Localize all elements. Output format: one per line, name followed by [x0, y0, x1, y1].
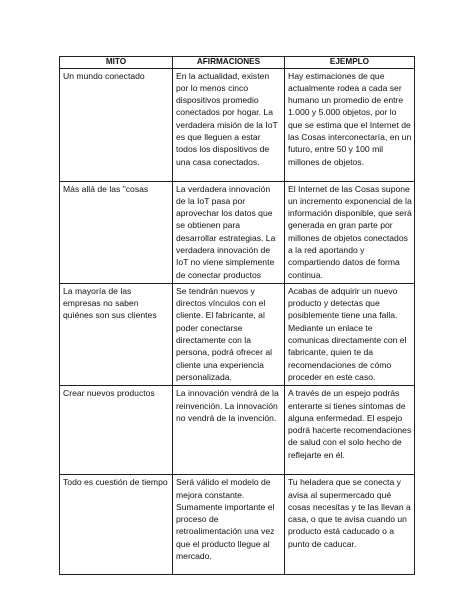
table-row — [60, 283, 415, 385]
table-row — [60, 181, 415, 283]
cell-afirmaciones: Será válido el modelo de mejora constante. Sumamente importante el proceso de retroalimentación una vez que el producto llegue al mercado. — [173, 475, 285, 575]
table-row — [60, 475, 415, 575]
cell-mito: Un mundo conectado — [60, 68, 173, 181]
cell-afirmaciones: En la actualidad, existen por lo menos cinco dispositivos promedio conectados por hogar. La verdadera misión de la IoT es que lleguen a estar todos los dispositivos de una casa conectados. — [173, 68, 285, 181]
myths-table — [59, 56, 415, 575]
cell-ejemplo: A través de un espejo podrás enterarte si tienes síntomas de alguna enfermedad. El espejo podrá hacerte recomendaciones de salud con el solo hecho de reflejarte en él. — [285, 386, 415, 475]
cell-mito: Crear nuevos productos — [60, 386, 173, 475]
table-header-row — [60, 57, 415, 69]
cell-ejemplo: El Internet de las Cosas supone un incremento exponencial de la información disponible, que será generada en gran parte por millones de objetos conectados a la red aportando y compartiendo datos de forma continua. — [285, 181, 415, 283]
header-mito: MITO — [60, 57, 173, 69]
cell-mito: La mayoría de las empresas no saben quiénes son sus clientes — [60, 283, 173, 385]
cell-mito: Más allá de las "cosas — [60, 181, 173, 283]
cell-ejemplo: Hay estimaciones de que actualmente rodea a cada ser humano un promedio de entre 1.000 y 5.000 objetos, por lo que se estima que el Internet de las Cosas interconectaría, en un futuro, entre 50 y 100 mil millones de objetos. — [285, 68, 415, 181]
cell-afirmaciones: La verdadera innovación de la IoT pasa por aprovechar los datos que se obtienen para desarrollar estrategias. La verdadera innovación de IoT no viene simplemente de conectar productos — [173, 181, 285, 283]
cell-ejemplo: Acabas de adquirir un nuevo producto y detectas que posiblemente tiene una falla. Mediante un enlace te comunicas directamente con el fabricante, quien te da recomendaciones de cómo proceder en este caso. — [285, 283, 415, 385]
header-afirmaciones: AFIRMACIONES — [173, 57, 285, 69]
header-ejemplo: EJEMPLO — [285, 57, 415, 69]
cell-afirmaciones: Se tendrán nuevos y directos vínculos con el cliente. El fabricante, al poder conectarse directamente con la persona, podrá ofrecer al cliente una experiencia personalizada. — [173, 283, 285, 385]
cell-afirmaciones: La innovación vendrá de la reinvención. La innovación no vendrá de la invención. — [173, 386, 285, 475]
cell-ejemplo: Tu heladera que se conecta y avisa al supermercado qué cosas necesitas y te las llevan a casa, o que te avisa cuando un producto está caducado o a punto de caducar. — [285, 475, 415, 575]
table-row — [60, 68, 415, 181]
table-row — [60, 386, 415, 475]
cell-mito: Todo es cuestión de tiempo — [60, 475, 173, 575]
